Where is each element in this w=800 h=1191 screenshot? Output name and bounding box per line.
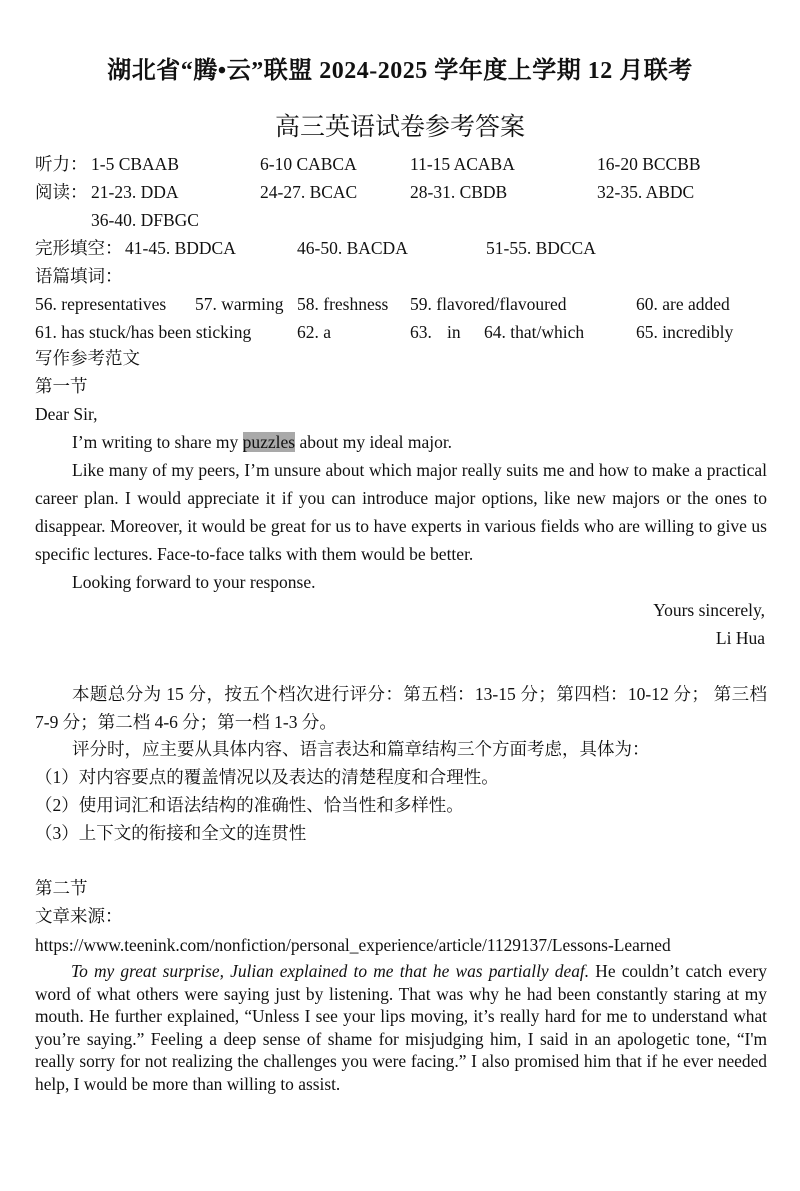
answer-group: 11-15 ACABA <box>410 154 515 174</box>
page-subtitle: 高三英语试卷参考答案 <box>274 114 525 141</box>
answer-group: 21-23. DDA <box>91 182 179 202</box>
reading-label: 阅读： <box>35 182 88 202</box>
scoring-paragraph: 本题总分为 15 分，按五个档次进行评分：第五档：13-15 分；第四档：10-12 分； 第三档 7-9 分；第二档 4-6 分；第一档 1-3 分。 <box>35 684 767 732</box>
paragraph-rest: He couldn’t catch every word of what others were saying just by listening. That was why he had been constantly staring at my mouth. He further explained, “Unless I see your lips moving, it’s really hard for me to understand what you’re saying.” Feeling a deep sense of shame for misjudging him, I said in an apologetic tone, “I'm really sorry for not realizing the challenges you were facing.” I also promised him that if he ever needed help, I would be more than willing to assist. <box>35 961 767 1094</box>
answer-group: 28-31. CBDB <box>410 182 508 202</box>
section-2-label: 第二节 <box>35 878 88 898</box>
listening-label: 听力： <box>35 154 88 174</box>
scoring-item: （3）上下文的衔接和全文的连贯性 <box>35 823 307 843</box>
answer-group: 36-40. DFBGC <box>91 210 199 230</box>
letter-paragraph-3: Looking forward to your response. <box>72 572 316 592</box>
p1-after: about my ideal major. <box>295 432 453 452</box>
answer-group: 41-45. BDDCA <box>125 238 236 258</box>
source-url: https://www.teenink.com/nonfiction/personal_experience/article/1129137/Lessons-Learned <box>35 935 671 955</box>
answer-item: 64. that/which <box>484 322 585 342</box>
scoring-criteria-intro: 评分时，应主要从具体内容、语言表达和篇章结构三个方面考虑，具体为： <box>72 739 650 759</box>
scoring-item: （1）对内容要点的覆盖情况以及表达的清楚程度和合理性。 <box>35 767 499 787</box>
continuation-paragraph <box>35 960 767 1095</box>
scoring-item: （2）使用词汇和语法结构的准确性、恰当性和多样性。 <box>35 795 464 815</box>
answer-item: 61. has stuck/has been sticking <box>35 322 252 342</box>
letter-paragraph-1 <box>72 434 452 452</box>
answer-item: 60. are added <box>636 294 730 314</box>
answer-item: in <box>447 322 461 342</box>
letter-paragraph-2: Like many of my peers, I’m unsure about which major really suits me and how to make a practical career plan. I would appreciate it if you can introduce major options, like new majors or the ones to disappear. Moreover, it would be great for us to have experts in various fields who are willing to give us specific lectures. Face-to-face talks with them would be better. <box>35 460 767 564</box>
answer-item: 59. flavored/flavoured <box>410 294 567 314</box>
answer-item: 63. <box>410 322 432 342</box>
writing-heading: 写作参考范文 <box>35 348 140 368</box>
letter-closing: Yours sincerely, <box>653 600 765 620</box>
page-title: 湖北省“腾•云”联盟 2024-2025 学年度上学期 12 月联考 <box>107 58 693 84</box>
italic-opening: To my great surprise, Julian explained to me that he was partially deaf. <box>71 961 590 981</box>
grammar-fill-label: 语篇填词： <box>35 266 123 286</box>
letter-salutation: Dear Sir, <box>35 404 98 424</box>
letter-signature: Li Hua <box>715 628 765 648</box>
p1-before: I’m writing to share my <box>72 432 243 452</box>
answer-group: 46-50. BACDA <box>297 238 408 258</box>
answer-item: 65. incredibly <box>636 322 734 342</box>
source-label: 文章来源： <box>35 906 123 926</box>
cloze-label: 完形填空： <box>35 238 123 258</box>
answer-group: 6-10 CABCA <box>260 154 357 174</box>
answer-group: 51-55. BDCCA <box>486 238 596 258</box>
answer-item: 56. representatives <box>35 294 167 314</box>
answer-group: 24-27. BCAC <box>260 182 358 202</box>
answer-item: 58. freshness <box>297 294 389 314</box>
highlighted-word: puzzles <box>242 432 296 452</box>
answer-group: 16-20 BCCBB <box>597 154 701 174</box>
answer-group: 32-35. ABDC <box>597 182 695 202</box>
answer-item: 62. a <box>297 322 332 342</box>
answer-group: 1-5 CBAAB <box>91 154 179 174</box>
answer-item: 57. warming <box>195 294 284 314</box>
section-1-label: 第一节 <box>35 376 88 396</box>
